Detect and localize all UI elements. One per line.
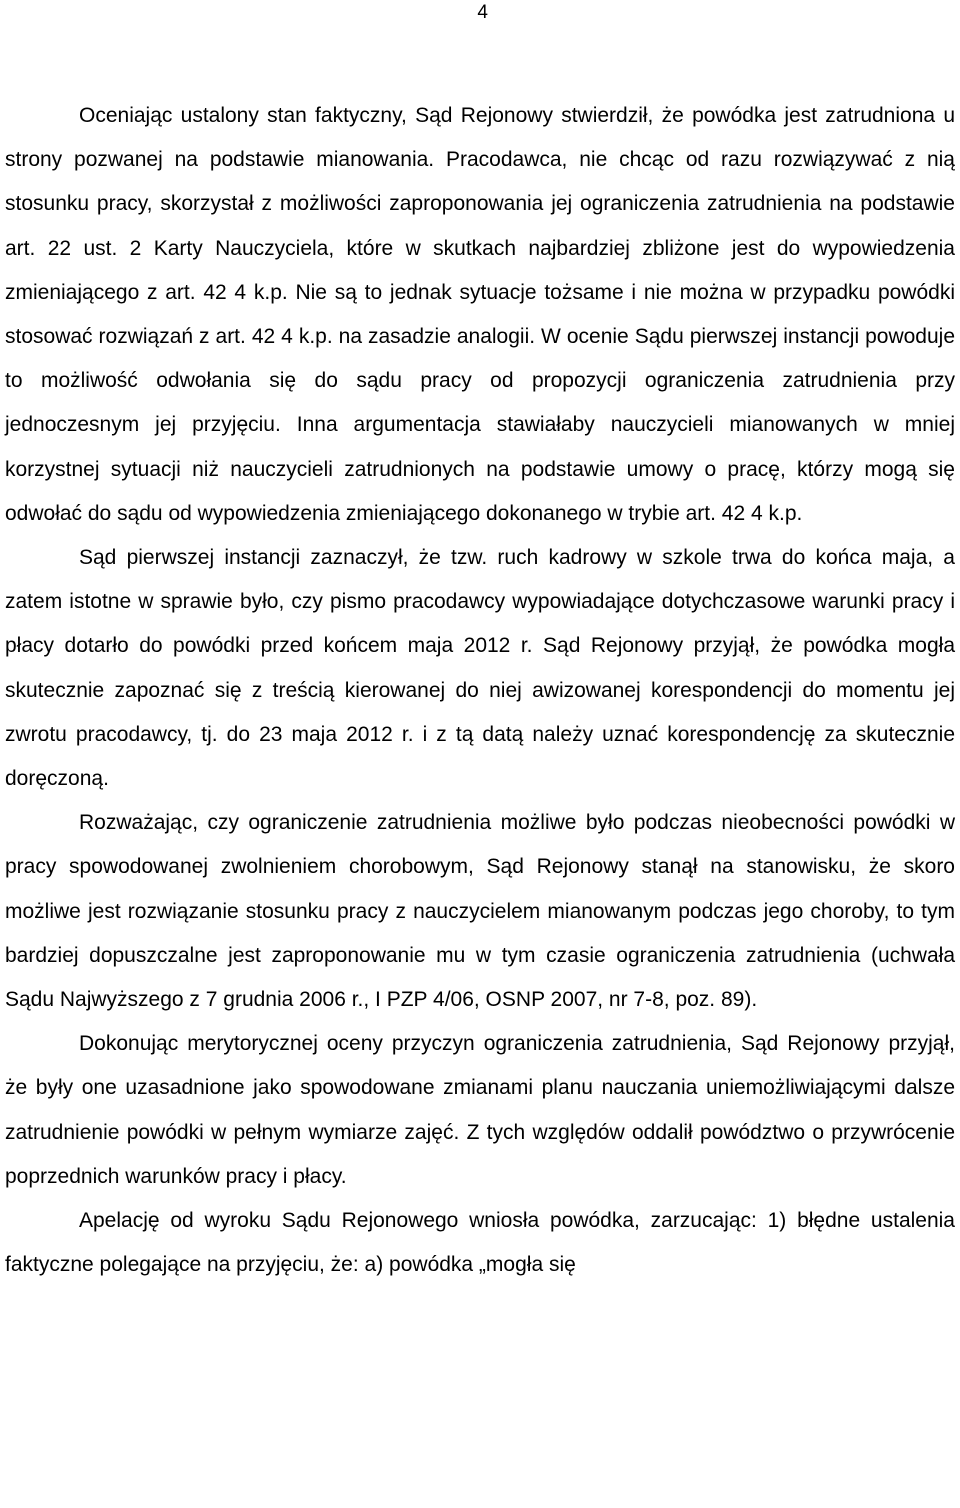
document-body xyxy=(5,94,955,1287)
paragraph: Oceniając ustalony stan faktyczny, Sąd Rejonowy stwierdził, że powódka jest zatrudniona u strony pozwanej na podstawie mianowania. Pracodawca, nie chcąc od razu rozwiązywać z nią stosunku pracy, skorzystał z możliwości zaproponowania jej ograniczenia zatrudnienia na podstawie art. 22 ust. 2 Karty Nauczyciela, które w skutkach najbardziej zbliżone jest do wypowiedzenia zmieniającego z art. 42 4 k.p. Nie są to jednak sytuacje tożsame i nie można w przypadku powódki stosować rozwiązań z art. 42 4 k.p. na zasadzie analogii. W ocenie Sądu pierwszej instancji powoduje to możliwość odwołania się do sądu pracy od propozycji ograniczenia zatrudnienia przy jednoczesnym jej przyjęciu. Inna argumentacja stawiałaby nauczycieli mianowanych w mniej korzystnej sytuacji niż nauczycieli zatrudnionych na podstawie umowy o pracę, którzy mogą się odwołać do sądu od wypowiedzenia zmieniającego dokonanego w trybie art. 42 4 k.p. xyxy=(5,104,955,525)
paragraph: Dokonując merytorycznej oceny przyczyn ograniczenia zatrudnienia, Sąd Rejonowy przyjął, że były one uzasadnione jako spowodowane zmianami planu nauczania uniemożliwiającymi dalsze zatrudnienie powódki w pełnym wymiarze zajęć. Z tych względów oddalił powództwo o przywrócenie poprzednich warunków pracy i płacy. xyxy=(5,1032,955,1188)
paragraph: Apelację od wyroku Sądu Rejonowego wniosła powódka, zarzucając: 1) błędne ustalenia faktyczne polegające na przyjęciu, że: a) powódka „mogła się xyxy=(5,1209,955,1277)
page-number-text: 4 xyxy=(477,2,488,23)
paragraph: Sąd pierwszej instancji zaznaczył, że tzw. ruch kadrowy w szkole trwa do końca maja, a zatem istotne w sprawie było, czy pismo pracodawcy wypowiadające dotychczasowe warunki pracy i płacy dotarło do powódki przed końcem maja 2012 r. Sąd Rejonowy przyjął, że powódka mogła skutecznie zapoznać się z treścią kierowanej do niej awizowanej korespondencji do momentu jej zwrotu pracodawcy, tj. do 23 maja 2012 r. i z tą datą należy uznać korespondencję za skutecznie doręczoną. xyxy=(5,546,955,791)
page-number xyxy=(0,2,960,24)
paragraph: Rozważając, czy ograniczenie zatrudnienia możliwe było podczas nieobecności powódki w pracy spowodowanej zwolnieniem chorobowym, Sąd Rejonowy stanął na stanowisku, że skoro możliwe jest rozwiązanie stosunku pracy z nauczycielem mianowanym podczas jego choroby, to tym bardziej dopuszczalne jest zaproponowanie mu w tym czasie ograniczenia zatrudnienia (uchwała Sądu Najwyższego z 7 grudnia 2006 r., I PZP 4/06, OSNP 2007, nr 7-8, poz. 89). xyxy=(5,811,955,1012)
